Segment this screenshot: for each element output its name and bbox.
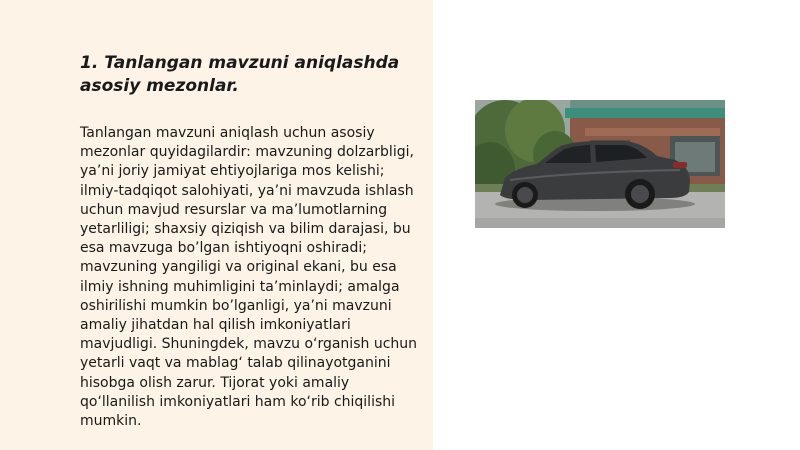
car-photo: [475, 100, 725, 228]
slide-body-text: Tanlangan mavzuni aniqlash uchun asosiy mezonlar quyidagilardir: mavzuning dolzarbligi, ya’ni joriy jamiyat ehtiyojlariga mos kelishi; ilmiy-tadqiqot salohiyati, ya’ni mavzuda ishlash uchun mavjud resurslar va ma’lumotlarning yetarliligi; shaxsiy qiziqish va bilim darajasi, bu esa mavzuga bo’lgan ishtiyoqni oshiradi; mavzuning yangiligi va original ekani, bu esa ilmiy ishning muhimligini ta’minlaydi; amalga oshirilishi mumkin bo’lganligi, ya’ni mavzuni amaliy jihatdan hal qilish imkoniyatlari mavjudligi. Shuningdek, mavzu o‘rganish uchun yetarli vaqt va mablag‘ talab qilinayotganini hisobga olish zarur. Tijorat yoki amaliy qo‘llanilish imkoniyatlari ham ko‘rib chiqilishi mumkin.: [80, 125, 418, 430]
slide-title: 1. Tanlangan mavzuni aniqlashda asosiy mezonlar.: [80, 53, 400, 96]
